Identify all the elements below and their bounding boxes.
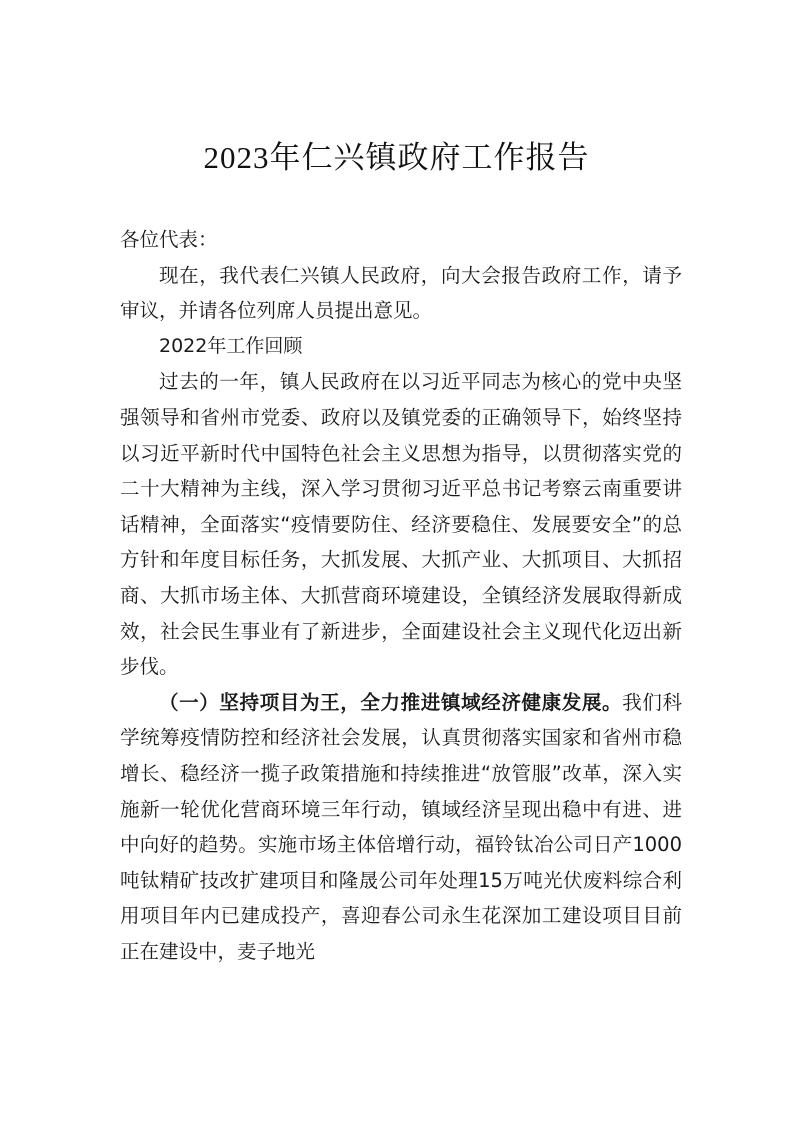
- paragraph-body: 我们科学统筹疫情防控和经济社会发展，认真贯彻落实国家和省州市稳增长、稳经济一揽子政策措施和持续推进“放管服”改革，深入实施新一轮优化营商环境三年行动，镇域经济呈现出稳中有进、进中向好的趋势。实施市场主体倍增行动，福铃钛冶公司日产1000吨钛精矿技改扩建项目和隆晟公司年处理15万吨光伏废料综合利用项目年内已建成投产，喜迎春公司永生花深加工建设项目目前正在建设中，麦子地光: [120, 690, 682, 963]
- document-title: 2023年仁兴镇政府工作报告: [203, 140, 590, 175]
- salutation: 各位代表：: [120, 228, 218, 251]
- project-paragraph: [120, 685, 682, 970]
- review-paragraph: 过去的一年，镇人民政府在以习近平同志为核心的党中央坚强领导和省州市党委、政府以及镇党委的正确领导下，始终坚持以习近平新时代中国特色社会主义思想为指导，以贯彻落实党的二十大精神为主线，深入学习贯彻习近平总书记考察云南重要讲话精神，全面落实“疫情要防住、经济要稳住、发展要安全”的总方针和年度目标任务，大抓发展、大抓产业、大抓项目、大抓招商、大抓市场主体、大抓营商环境建设，全镇经济发展取得新成效，社会民生事业有了新进步，全面建设社会主义现代化迈出新步伐。: [120, 370, 682, 679]
- document-body: [120, 222, 682, 969]
- intro-paragraph: 现在，我代表仁兴镇人民政府，向大会报告政府工作，请予审议，并请各位列席人员提出意见。: [120, 263, 682, 323]
- paragraph-lead-heading: （一）坚持项目为王，全力推进镇域经济健康发展。: [159, 690, 623, 714]
- section-heading: 2022年工作回顾: [159, 334, 303, 357]
